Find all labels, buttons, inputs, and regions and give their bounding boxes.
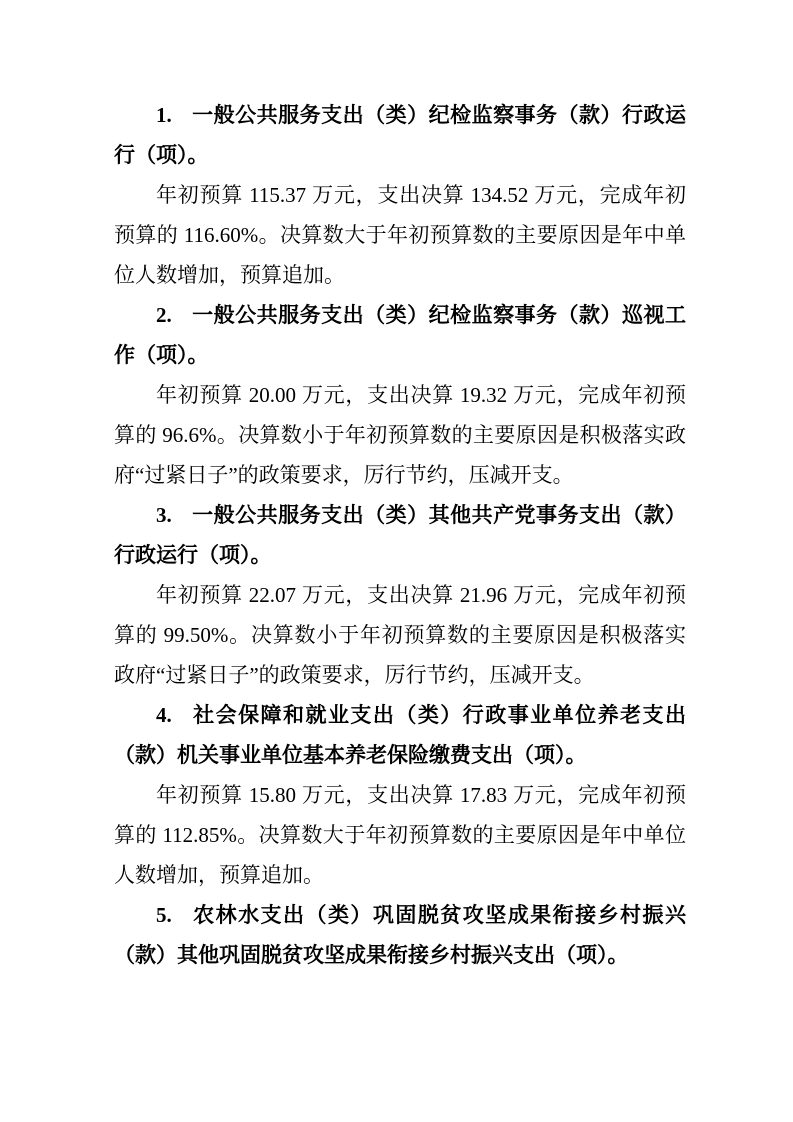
section-5 (114, 895, 686, 975)
section-4-title: 社会保障和就业支出（类）行政事业单位养老支出（款）机关事业单位基本养老保险缴费支出（项）。 (114, 703, 686, 767)
section-4-paragraph: 年初预算 15.80 万元，支出决算 17.83 万元，完成年初预算的 112.85%。决算数大于年初预算数的主要原因是年中单位人数增加，预算追加。 (114, 783, 686, 887)
section-1-paragraph: 年初预算 115.37 万元，支出决算 134.52 万元，完成年初预算的 116.60%。决算数大于年初预算数的主要原因是年中单位人数增加，预算追加。 (114, 183, 686, 287)
section-1 (114, 95, 686, 295)
section-3-number: 3. (156, 503, 172, 527)
section-3-title: 一般公共服务支出（类）其他共产党事务支出（款）行政运行（项）。 (114, 503, 686, 567)
section-2-title: 一般公共服务支出（类）纪检监察事务（款）巡视工作（项）。 (114, 303, 686, 367)
section-2 (114, 295, 686, 495)
section-3 (114, 495, 686, 695)
section-1-title: 一般公共服务支出（类）纪检监察事务（款）行政运行（项）。 (114, 103, 686, 167)
section-4 (114, 695, 686, 895)
section-1-heading (114, 95, 686, 175)
section-3-paragraph: 年初预算 22.07 万元，支出决算 21.96 万元，完成年初预算的 99.50%。决算数小于年初预算数的主要原因是积极落实政府“过紧日子”的政策要求，厉行节约，压减开支。 (114, 583, 686, 687)
section-3-heading (114, 495, 686, 575)
section-4-heading (114, 695, 686, 775)
section-5-title: 农林水支出（类）巩固脱贫攻坚成果衔接乡村振兴（款）其他巩固脱贫攻坚成果衔接乡村振兴支出（项）。 (114, 903, 686, 967)
section-2-number: 2. (156, 303, 172, 327)
section-1-number: 1. (156, 103, 172, 127)
section-2-paragraph: 年初预算 20.00 万元，支出决算 19.32 万元，完成年初预算的 96.6%。决算数小于年初预算数的主要原因是积极落实政府“过紧日子”的政策要求，厉行节约，压减开支。 (114, 383, 686, 487)
document-content (114, 95, 686, 975)
section-4-number: 4. (156, 703, 172, 727)
section-5-heading (114, 895, 686, 975)
section-2-heading (114, 295, 686, 375)
section-5-number: 5. (156, 903, 172, 927)
